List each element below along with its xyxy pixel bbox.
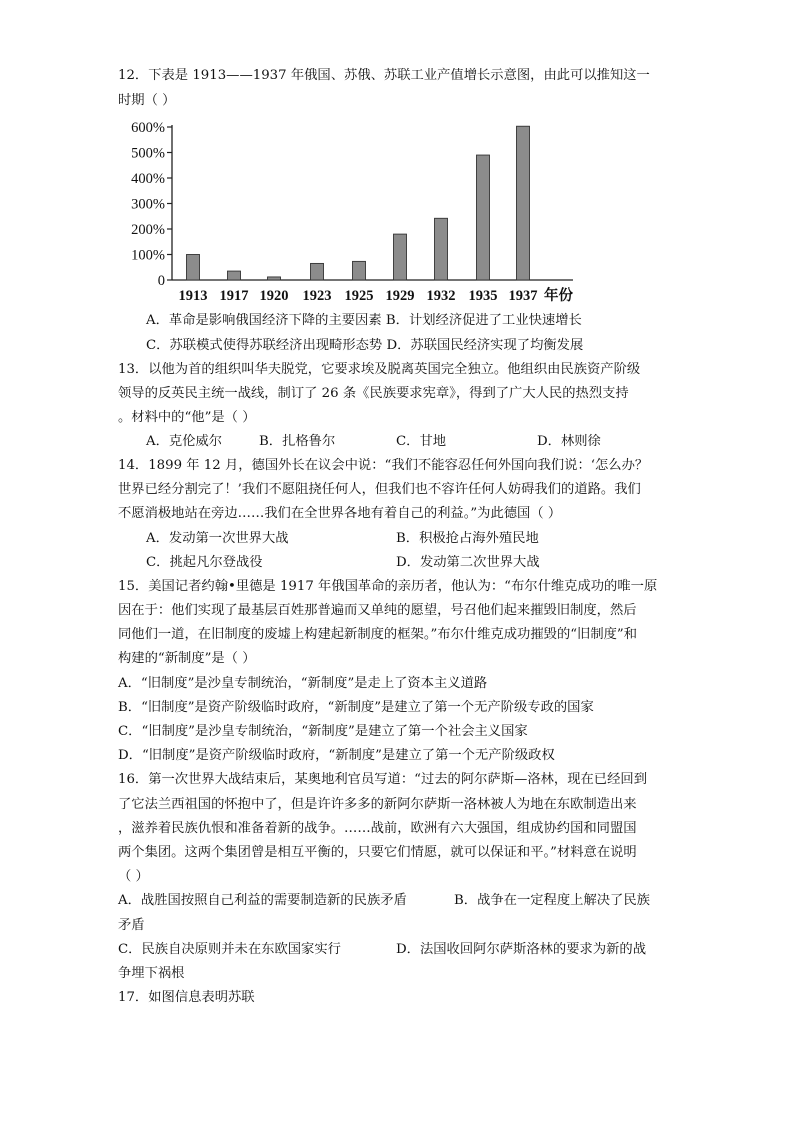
- q17-stem-line1: 17．如图信息表明苏联: [118, 990, 255, 1005]
- x-tick-label: 1917: [219, 288, 249, 304]
- q14-option-b: B．积极抢占海外殖民地: [396, 531, 539, 546]
- bar: [477, 155, 490, 280]
- q13-stem-line2: 领导的反英民主统一战线，制订了 26 条《民族要求宪章》，得到了广大人民的热烈支持: [118, 386, 629, 401]
- q15-option-a: A．“旧制度”是沙皇专制统治，“新制度”是走上了资本主义道路: [118, 676, 488, 691]
- q13-option-a: A．克伦威尔: [146, 434, 223, 449]
- q16-stem-line1: 16．第一次世界大战结束后，某奥地利官员写道：“过去的阿尔萨斯—洛林，现在已经回到: [118, 772, 647, 787]
- bar: [394, 234, 407, 280]
- q16-stem-line5: （ ）: [118, 869, 149, 884]
- bar: [353, 261, 366, 280]
- x-tick-label: 1925: [344, 288, 374, 304]
- q16-stem-line2: 了它法兰西祖国的怀抱中了，但是许许多多的新阿尔萨斯一洛林被人为地在东欧制造出来: [118, 797, 637, 812]
- q16-option-b-continued: 矛盾: [118, 918, 145, 933]
- q15-option-b: B．“旧制度”是资产阶级临时政府，“新制度”是建立了第一个无产阶级专政的国家: [118, 700, 594, 715]
- bar: [517, 126, 530, 280]
- q13-option-c: C．甘地: [396, 434, 447, 449]
- q12-stem-line1: 12．下表是 1913——1937 年俄国、苏俄、苏联工业产值增长示意图，由此可以推知这一: [118, 68, 650, 83]
- x-tick-label: 1935: [468, 288, 498, 304]
- x-tick-label: 1920: [259, 288, 289, 304]
- q16-stem-line4: 两个集团。这两个集团曾是相互平衡的，只要它们情愿，就可以保证和平。”材料意在说明: [118, 845, 637, 860]
- q14-option-c: C．挑起凡尔登战役: [146, 555, 263, 570]
- bar: [187, 255, 200, 281]
- q16-option-c: C．民族自决原则并未在东欧国家实行: [118, 942, 341, 957]
- q15-stem-line3: 同他们一道，在旧制度的废墟上构建起新制度的框架。”布尔什维克成功摧毁的“旧制度”和: [118, 627, 638, 642]
- q13-option-b: B．扎格鲁尔: [259, 434, 336, 449]
- q14-stem-line1: 14．1899 年 12 月，德国外长在议会中说：“我们不能容忍任何外国向我们说：‘怎么办？: [118, 458, 649, 473]
- x-tick-label: 1937: [508, 288, 538, 304]
- x-axis-label: 年份: [544, 288, 573, 304]
- q16-stem-line3: ，滋养着民族仇恨和准备着新的战争。……战前，欧洲有六大强国，组成协约国和同盟国: [118, 821, 637, 836]
- q13-stem-line3: 。材料中的“他”是（ ）: [118, 410, 256, 425]
- x-tick-label: 1932: [426, 288, 456, 304]
- y-tick-label: 500%: [131, 145, 165, 162]
- y-tick-label: 400%: [131, 171, 165, 187]
- bar: [311, 263, 324, 280]
- q13-stem-line1: 13．以他为首的组织叫华夫脱党，它要求埃及脱离英国完全独立。他组织由民族资产阶级: [118, 362, 641, 377]
- q14-stem-line3: 不愿消极地站在旁边……我们在全世界各地有着自己的利益。”为此德国（ ）: [118, 506, 562, 521]
- x-tick-label: 1923: [302, 288, 332, 304]
- q12-stem-line2: 时期（ ）: [118, 93, 176, 108]
- bar: [435, 218, 448, 280]
- y-tick-label: 0: [157, 273, 165, 289]
- q14-option-a: A．发动第一次世界大战: [146, 531, 289, 546]
- q13-option-d: D．林则徐: [537, 434, 601, 449]
- q14-option-d: D．发动第二次世界大战: [396, 555, 540, 570]
- bar: [268, 277, 281, 280]
- industrial-output-bar-chart: [118, 114, 598, 310]
- q14-stem-line2: 世界已经分割完了！’我们不愿阻挠任何人，但我们也不容许任何人妨碍我们的道路。我们: [118, 482, 641, 497]
- q16-option-d: D．法国收回阿尔萨斯洛林的要求为新的战: [396, 942, 647, 957]
- y-tick-label: 600%: [131, 120, 165, 136]
- q15-stem-line2: 因在于：他们实现了最基层百姓那普遍而又单纯的愿望，号召他们起来摧毁旧制度，然后: [118, 603, 637, 618]
- x-tick-label: 1929: [385, 288, 415, 304]
- bar: [228, 271, 241, 280]
- q16-option-a: A．战胜国按照自己利益的需要制造新的民族矛盾: [118, 893, 407, 908]
- q15-stem-line1: 15．美国记者约翰•里德是 1917 年俄国革命的亲历者，他认为：“布尔什维克成功的唯一原: [118, 579, 658, 594]
- x-tick-label: 1913: [178, 288, 208, 304]
- y-tick-label: 200%: [131, 222, 165, 238]
- q15-stem-line4: 构建的“新制度”是（ ）: [118, 651, 256, 666]
- y-tick-label: 100%: [131, 247, 165, 264]
- q15-option-c: C．“旧制度”是沙皇专制统治，“新制度”是建立了第一个社会主义国家: [118, 724, 528, 739]
- q15-option-d: D．“旧制度”是资产阶级临时政府，“新制度”是建立了第一个无产阶级政权: [118, 748, 555, 763]
- q12-options-ab: A．革命是影响俄国经济下降的主要因素 B．计划经济促进了工业快速增长: [146, 313, 582, 328]
- y-tick-label: 300%: [131, 196, 165, 213]
- q16-option-b: B．战争在一定程度上解决了民族: [454, 893, 650, 908]
- q16-option-d-continued: 争埋下祸根: [118, 966, 185, 981]
- q12-options-cd: C．苏联模式使得苏联经济出现畸形态势 D．苏联国民经济实现了均衡发展: [146, 338, 584, 353]
